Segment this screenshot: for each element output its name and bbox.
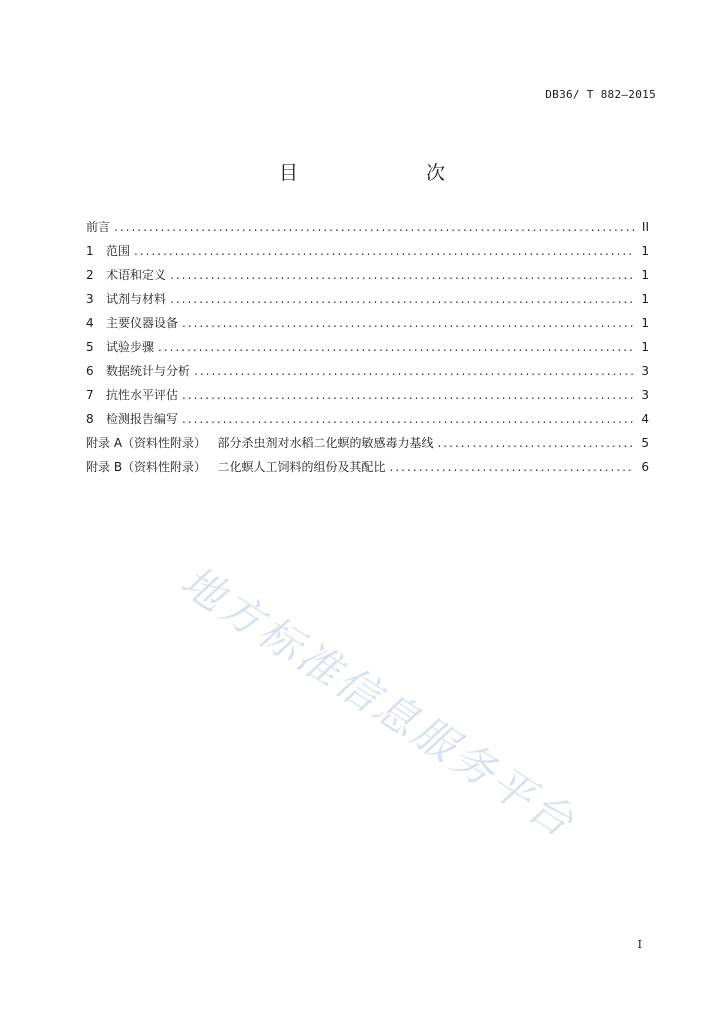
toc-leader (182, 316, 635, 330)
table-of-contents (86, 218, 649, 482)
toc-entry-appendix[interactable] (86, 434, 649, 458)
page-title: 目 次 (278, 162, 475, 184)
toc-leader (390, 460, 636, 474)
toc-entry[interactable] (86, 338, 649, 362)
toc-leader (182, 388, 635, 402)
toc-entry[interactable] (86, 410, 649, 434)
watermark: 地方标准信息服务平台 (172, 556, 585, 848)
toc-leader (170, 292, 635, 306)
toc-entry-page: 1 (641, 244, 649, 258)
toc-entry-number: 5 (86, 340, 94, 354)
toc-entry-number: 2 (86, 268, 94, 282)
toc-entry-page: 3 (641, 388, 649, 402)
toc-entry-number: 7 (86, 388, 94, 402)
toc-leader (114, 220, 635, 234)
toc-leader (158, 340, 635, 354)
toc-entry-number: 1 (86, 244, 94, 258)
document-code: DB36/ T 882—2015 (545, 88, 656, 101)
toc-entry-page: 1 (641, 268, 649, 282)
toc-entry-label: 数据统计与分析 (106, 364, 191, 378)
toc-entry-label: 范围 (106, 244, 131, 258)
toc-leader (194, 364, 635, 378)
toc-entry-page: 6 (641, 460, 649, 474)
toc-entry-number: 4 (86, 316, 94, 330)
toc-entry-page: 5 (641, 436, 649, 450)
toc-entry[interactable] (86, 314, 649, 338)
toc-entry-number: 6 (86, 364, 94, 378)
toc-entry-label: 抗性水平评估 (106, 388, 179, 402)
toc-entry-page: 3 (641, 364, 649, 378)
toc-entry-page: 1 (641, 292, 649, 306)
toc-entry-label: 主要仪器设备 (106, 316, 179, 330)
toc-entry-appendix[interactable] (86, 458, 649, 482)
toc-entry-label: 附录 A（资料性附录） 部分杀虫剂对水稻二化螟的敏感毒力基线 (86, 436, 434, 450)
toc-entry-label: 试剂与材料 (106, 292, 167, 306)
toc-entry-page: 4 (641, 412, 649, 426)
toc-entry-page: 1 (641, 340, 649, 354)
page-number: I (637, 938, 642, 951)
toc-entry[interactable] (86, 386, 649, 410)
toc-entry[interactable] (86, 218, 649, 242)
toc-entry-number: 8 (86, 412, 94, 426)
toc-entry-label: 术语和定义 (106, 268, 167, 282)
toc-entry[interactable] (86, 362, 649, 386)
toc-entry[interactable] (86, 290, 649, 314)
toc-entry-page: II (641, 220, 649, 234)
toc-leader (182, 412, 635, 426)
toc-leader (134, 244, 635, 258)
toc-entry[interactable] (86, 242, 649, 266)
toc-entry-label: 前言 (86, 220, 111, 234)
toc-entry[interactable] (86, 266, 649, 290)
toc-entry-number: 3 (86, 292, 94, 306)
toc-leader (170, 268, 635, 282)
toc-entry-label: 附录 B（资料性附录） 二化螟人工饲料的组份及其配比 (86, 460, 386, 474)
toc-entry-label: 检测报告编写 (106, 412, 179, 426)
toc-entry-page: 1 (641, 316, 649, 330)
toc-leader (437, 436, 635, 450)
toc-entry-label: 试验步骤 (106, 340, 155, 354)
